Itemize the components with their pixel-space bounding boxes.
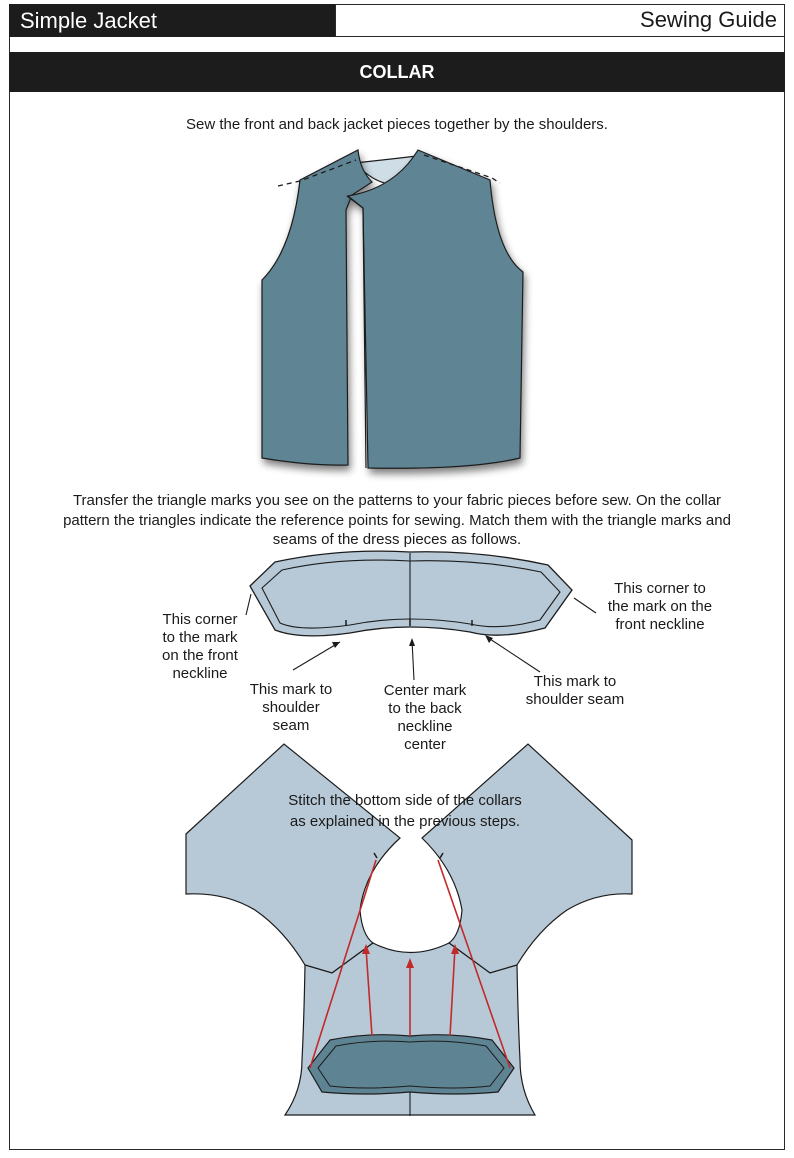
step3-line2: as explained in the previous steps. bbox=[289, 813, 521, 830]
step2-line2: pattern the triangles indicate the reference points for sewing. Match them with the triangle marks and bbox=[63, 512, 731, 529]
label-right-shoulder bbox=[510, 673, 640, 709]
step1-text: Sew the front and back jacket pieces together by the shoulders. bbox=[186, 116, 608, 133]
step2-line3: seams of the dress pieces as follows. bbox=[272, 531, 522, 548]
label-line: This mark to bbox=[533, 673, 617, 690]
label-line: seam bbox=[272, 717, 310, 734]
label-line: to the mark bbox=[162, 629, 238, 646]
label-line: shoulder seam bbox=[525, 691, 625, 708]
section-title: COLLAR bbox=[9, 52, 785, 92]
label-left-corner bbox=[150, 611, 250, 683]
label-line: This corner bbox=[162, 611, 238, 628]
label-line: to the back bbox=[388, 700, 462, 717]
jacket-illustration bbox=[262, 150, 523, 468]
step3-line1: Stitch the bottom side of the collars bbox=[288, 792, 522, 809]
collar-pattern-illustration bbox=[246, 551, 596, 680]
label-line: neckline bbox=[397, 718, 453, 735]
label-line: front neckline bbox=[615, 616, 705, 633]
label-line: Center mark bbox=[383, 682, 467, 699]
label-line: neckline bbox=[172, 665, 228, 682]
label-line: the mark on the bbox=[607, 598, 713, 615]
label-line: on the front bbox=[162, 647, 238, 664]
label-left-shoulder bbox=[236, 681, 346, 735]
document-title: Simple Jacket bbox=[9, 4, 335, 37]
label-right-corner bbox=[595, 580, 725, 634]
label-line: This corner to bbox=[614, 580, 706, 597]
guide-label: Sewing Guide bbox=[335, 4, 785, 37]
label-center-mark bbox=[365, 682, 485, 754]
label-line: shoulder bbox=[262, 699, 320, 716]
label-line: This mark to bbox=[249, 681, 333, 698]
step2-line1: Transfer the triangle marks you see on the patterns to your fabric pieces before sew. On the collar bbox=[72, 492, 722, 509]
label-line: center bbox=[404, 736, 446, 753]
